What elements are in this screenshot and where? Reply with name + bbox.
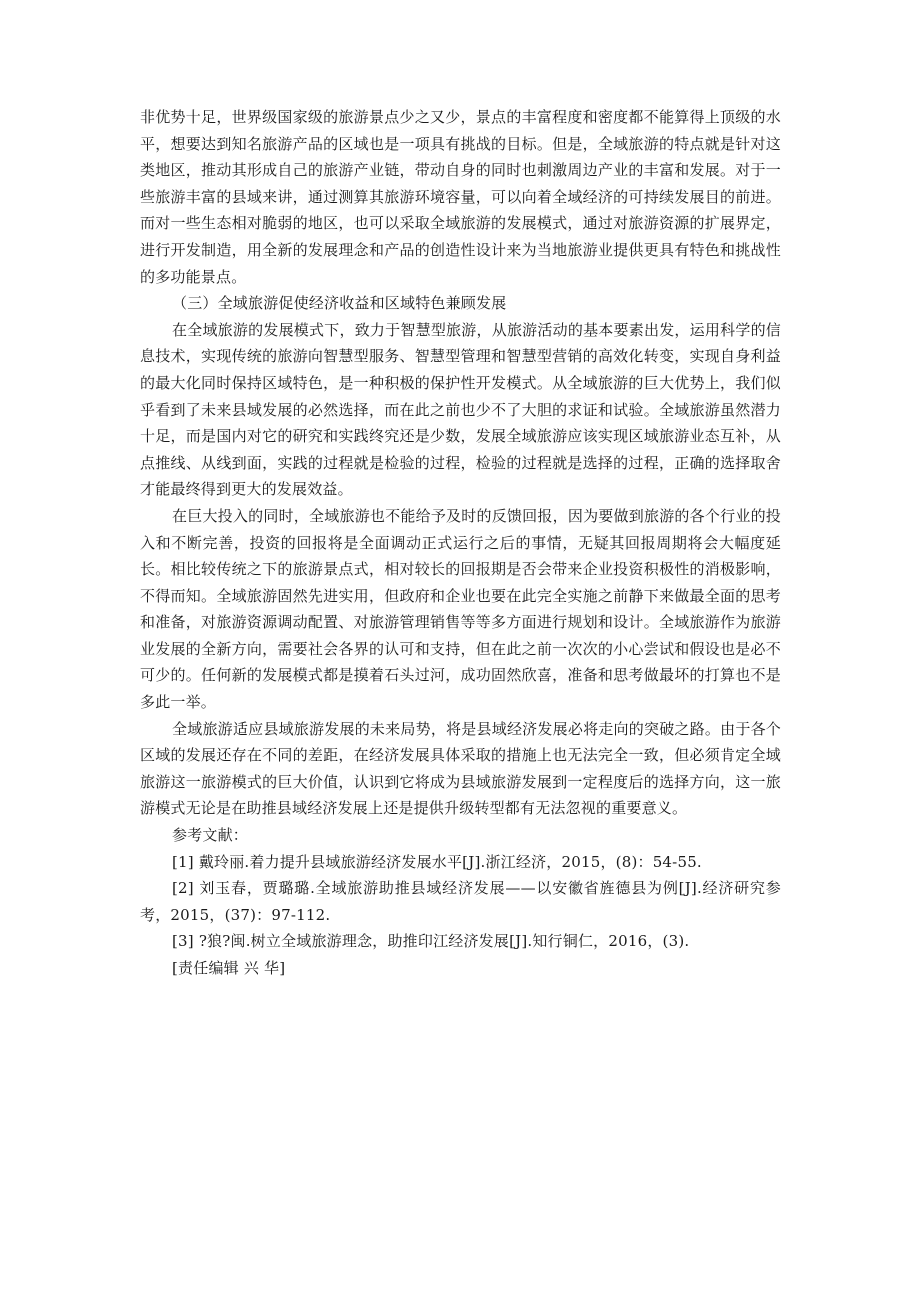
- article-body: [140, 104, 781, 982]
- editor-credit: [责任编辑 兴 华]: [172, 959, 286, 977]
- paragraph: 在全域旅游的发展模式下，致力于智慧型旅游，从旅游活动的基本要素出发，运用科学的信息技术，实现传统的旅游向智慧型服务、智慧型管理和智慧型营销的高效化转变，实现自身利益的最大化同时保持区域特色，是一种积极的保护性开发模式。从全域旅游的巨大优势上，我们似乎看到了未来县域发展的必然选择，而在此之前也少不了大胆的求证和试验。全域旅游虽然潜力十足，而是国内对它的研究和实践终究还是少数，发展全域旅游应该实现区域旅游业态互补，从点推线、从线到面，实践的过程就是检验的过程，检验的过程就是选择的过程，正确的选择取舍才能最终得到更大的发展效益。: [140, 320, 781, 499]
- references-label: 参考文献：: [172, 826, 249, 845]
- section-heading: （三）全域旅游促使经济收益和区域特色兼顾发展: [172, 294, 507, 313]
- reference-list: [140, 849, 781, 955]
- reference-item: [3] ?狼?闽.树立全域旅游理念，助推印江经济发展[J].知行铜仁，2016，(3).: [172, 932, 690, 951]
- paragraph-continuation: 非优势十足，世界级国家级的旅游景点少之又少，景点的丰富程度和密度都不能算得上顶级的水平，想要达到知名旅游产品的区域也是一项具有挑战的目标。但是，全域旅游的特点就是针对这类地区，推动其形成自己的旅游产业链，带动自身的同时也刺激周边产业的丰富和发展。对于一些旅游丰富的县域来讲，通过测算其旅游环境容量，可以向着全域经济的可持续发展目的前进。而对一些生态相对脆弱的地区，也可以采取全域旅游的发展模式，通过对旅游资源的扩展界定，进行开发制造，用全新的发展理念和产品的创造性设计来为当地旅游业提供更具有特色和挑战性的多功能景点。: [140, 108, 781, 286]
- paragraph: 全域旅游适应县域旅游发展的未来局势，将是县域经济发展必将走向的突破之路。由于各个区域的发展还存在不同的差距，在经济发展具体采取的措施上也无法完全一致，但必须肯定全域旅游这一旅游模式的巨大价值，认识到它将成为县域旅游发展到一定程度后的选择方向，这一旅游模式无论是在助推县域经济发展上还是提供升级转型都有无法忽视的重要意义。: [140, 719, 781, 818]
- reference-item: [2] 刘玉春，贾璐璐.全域旅游助推县域经济发展——以安徽省旌德县为例[J].经济研究参考，2015，(37)：97-112.: [140, 879, 781, 924]
- reference-item: [1] 戴玲丽.着力提升县域旅游经济发展水平[J].浙江经济，2015，(8)：54-55.: [172, 852, 702, 871]
- paragraph: 在巨大投入的同时，全域旅游也不能给予及时的反馈回报，因为要做到旅游的各个行业的投入和不断完善，投资的回报将是全面调动正式运行之后的事情，无疑其回报周期将会大幅度延长。相比较传统之下的旅游景点式，相对较长的回报期是否会带来企业投资积极性的消极影响，不得而知。全域旅游固然先进实用，但政府和企业也要在此完全实施之前静下来做最全面的思考和准备，对旅游资源调动配置、对旅游管理销售等等多方面进行规划和设计。全域旅游作为旅游业发展的全新方向，需要社会各界的认可和支持，但在此之前一次次的小心尝试和假设也是必不可少的。任何新的发展模式都是摸着石头过河，成功固然欣喜，准备和思考做最坏的打算也不是多此一举。: [140, 506, 781, 712]
